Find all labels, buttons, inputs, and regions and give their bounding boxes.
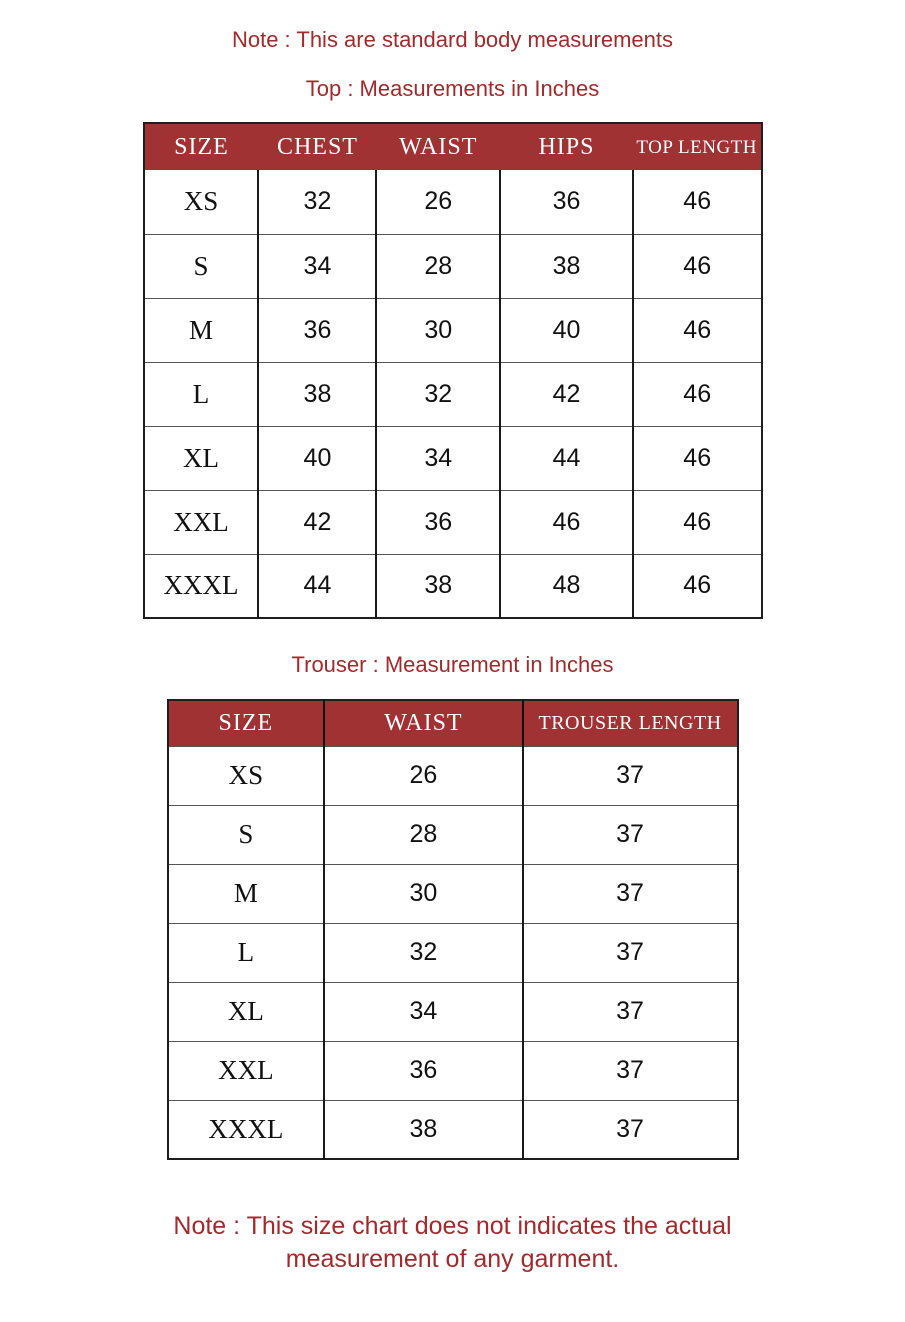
table-row — [144, 362, 762, 426]
hips-cell: 42 — [500, 362, 633, 426]
size-cell: XXXL — [144, 554, 259, 618]
size-cell: XL — [168, 982, 325, 1041]
size-cell: L — [144, 362, 259, 426]
waist-cell: 32 — [376, 362, 500, 426]
bottom-note-line2: measurement of any garment. — [285, 1245, 620, 1273]
chest-cell: 44 — [258, 554, 376, 618]
top-length-cell: 46 — [633, 234, 762, 298]
column-header-size: SIZE — [144, 123, 259, 170]
chest-cell: 42 — [258, 490, 376, 554]
table-row — [144, 298, 762, 362]
trouser-table-title: Trouser : Measurement in Inches — [291, 652, 614, 677]
table-row — [144, 170, 762, 234]
column-header-hips: HIPS — [500, 123, 633, 170]
trouser-length-cell: 37 — [523, 982, 738, 1041]
header-row — [144, 123, 762, 170]
table-row — [168, 1100, 738, 1159]
size-cell: XXXL — [168, 1100, 325, 1159]
waist-cell: 38 — [324, 1100, 522, 1159]
size-cell: XL — [144, 426, 259, 490]
trouser-length-cell: 37 — [523, 805, 738, 864]
waist-cell: 26 — [324, 746, 522, 805]
waist-cell: 32 — [324, 923, 522, 982]
column-header-size: SIZE — [168, 700, 325, 746]
trouser-length-cell: 37 — [523, 864, 738, 923]
chest-cell: 38 — [258, 362, 376, 426]
hips-cell: 36 — [500, 170, 633, 234]
size-cell: XS — [183, 186, 219, 217]
size-cell: S — [168, 805, 325, 864]
hips-cell: 48 — [500, 554, 633, 618]
waist-cell: 30 — [324, 864, 522, 923]
top-length-cell: 46 — [633, 170, 762, 234]
top-length-cell: 46 — [633, 554, 762, 618]
table-row — [144, 490, 762, 554]
table-row — [144, 426, 762, 490]
table-row — [144, 554, 762, 618]
size-cell: M — [168, 864, 325, 923]
column-header-waist: WAIST — [324, 700, 522, 746]
bottom-note-line1: Note : This size chart does not indicates the actual — [173, 1212, 732, 1240]
table-row — [168, 805, 738, 864]
size-cell: XXL — [168, 1041, 325, 1100]
column-header-trouser-length: TROUSER LENGTH — [523, 700, 738, 746]
chest-cell: 34 — [258, 234, 376, 298]
top-size-table — [143, 122, 763, 619]
top-table-header — [144, 123, 762, 170]
trouser-length-cell: 37 — [523, 1041, 738, 1100]
column-header-waist: WAIST — [376, 123, 500, 170]
bottom-note — [0, 1210, 905, 1276]
hips-cell: 46 — [500, 490, 633, 554]
table-row — [168, 1041, 738, 1100]
top-length-cell: 46 — [633, 362, 762, 426]
waist-cell: 30 — [376, 298, 500, 362]
waist-cell: 34 — [324, 982, 522, 1041]
top-length-cell: 46 — [633, 490, 762, 554]
top-length-cell: 46 — [633, 426, 762, 490]
table-row — [168, 864, 738, 923]
hips-cell: 44 — [500, 426, 633, 490]
column-header-chest: CHEST — [258, 123, 376, 170]
trouser-size-table — [167, 699, 739, 1160]
waist-cell: 38 — [376, 554, 500, 618]
header-row — [168, 700, 738, 746]
size-cell: M — [144, 298, 259, 362]
size-cell: XXL — [144, 490, 259, 554]
table-row — [168, 746, 738, 805]
top-note: Note : This are standard body measurements — [231, 27, 674, 52]
waist-cell: 28 — [376, 234, 500, 298]
table-row — [168, 923, 738, 982]
table-row — [144, 234, 762, 298]
waist-cell: 36 — [324, 1041, 522, 1100]
chest-cell: 40 — [258, 426, 376, 490]
top-length-cell: 46 — [633, 298, 762, 362]
trouser-length-cell: 37 — [523, 923, 738, 982]
table-row — [168, 982, 738, 1041]
waist-cell: 28 — [324, 805, 522, 864]
chest-cell: 32 — [258, 170, 376, 234]
hips-cell: 38 — [500, 234, 633, 298]
column-header-top-length: TOP LENGTH — [633, 123, 762, 170]
waist-cell: 36 — [376, 490, 500, 554]
trouser-length-cell: 37 — [523, 1100, 738, 1159]
size-cell: XS — [168, 746, 325, 805]
top-table-title: Top : Measurements in Inches — [305, 76, 600, 101]
size-cell: S — [144, 234, 259, 298]
waist-cell: 34 — [376, 426, 500, 490]
trouser-table-header — [168, 700, 738, 746]
hips-cell: 40 — [500, 298, 633, 362]
waist-cell: 26 — [376, 170, 500, 234]
trouser-length-cell: 37 — [523, 746, 738, 805]
size-cell: L — [168, 923, 325, 982]
chest-cell: 36 — [258, 298, 376, 362]
